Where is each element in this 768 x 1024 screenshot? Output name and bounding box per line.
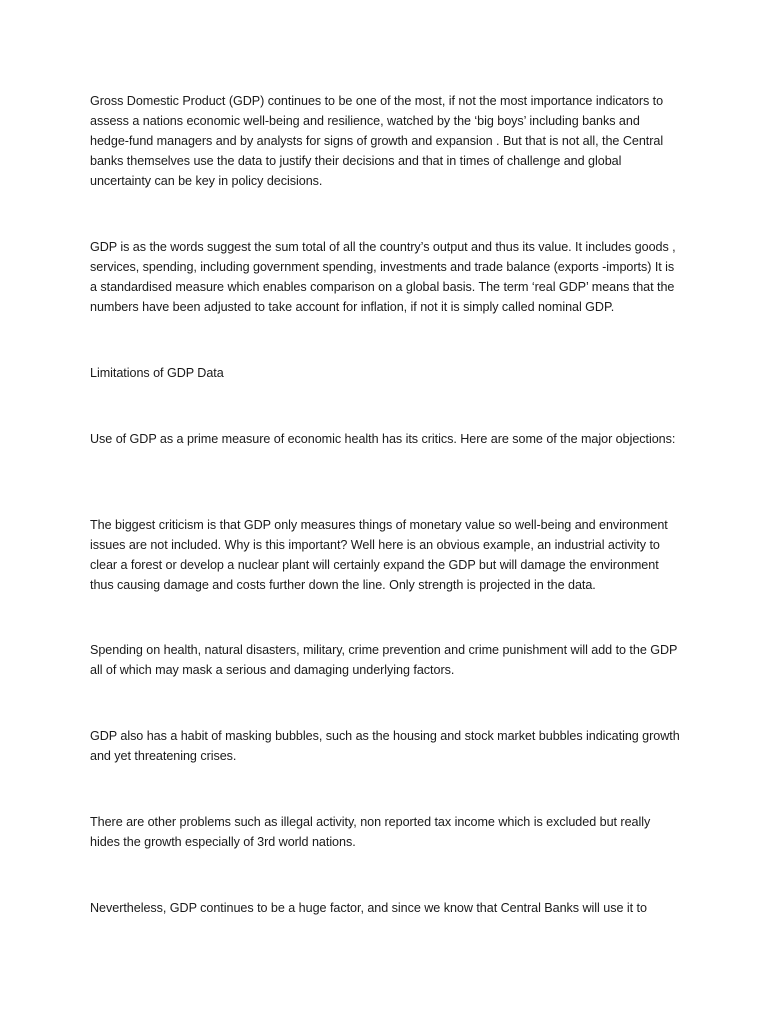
paragraph-monetary-criticism: The biggest criticism is that GDP only measures things of monetary value so well-being and environment issues are not included. Why is this important? Well here is an obvious example, an industrial activity to clear a forest or develop a nuclear plant will certainly expand the GDP but will damage the environment thus causing damage and costs further down the line. Only strength is projected in the data. (90, 518, 668, 592)
paragraph-intro: Gross Domestic Product (GDP) continues to be one of the most, if not the most importance indicators to assess a nations economic well-being and resilience, watched by the ‘big boys’ including banks and hedge-fund managers and by analysts for signs of growth and expansion . But that is not all, the Central banks themselves use the data to justify their decisions and that in times of challenge and global uncertainty can be key in policy decisions. (90, 94, 664, 188)
paragraph-illegal-activity: There are other problems such as illegal activity, non reported tax income which is excluded but really hides the growth especially of 3rd world nations. (90, 815, 651, 849)
paragraph-bubbles: GDP also has a habit of masking bubbles, such as the housing and stock market bubbles indicating growth and yet threatening crises. (90, 729, 680, 763)
paragraph-conclusion: Nevertheless, GDP continues to be a huge factor, and since we know that Central Banks will use it to (90, 901, 647, 915)
paragraph-spending: Spending on health, natural disasters, military, crime prevention and crime punishment will add to the GDP all of which may mask a serious and damaging underlying factors. (90, 643, 678, 677)
paragraph-critics: Use of GDP as a prime measure of economic health has its critics. Here are some of the major objections: (90, 432, 676, 446)
paragraph-definition: GDP is as the words suggest the sum total of all the country’s output and thus its value. It includes goods , services, spending, including government spending, investments and trade balance (exports -imports) It is a standardised measure which enables comparison on a global basis. The term ‘real GDP’ means that the numbers have been adjusted to take account for inflation, if not it is simply called nominal GDP. (90, 240, 676, 314)
section-heading-limitations: Limitations of GDP Data (90, 366, 224, 380)
